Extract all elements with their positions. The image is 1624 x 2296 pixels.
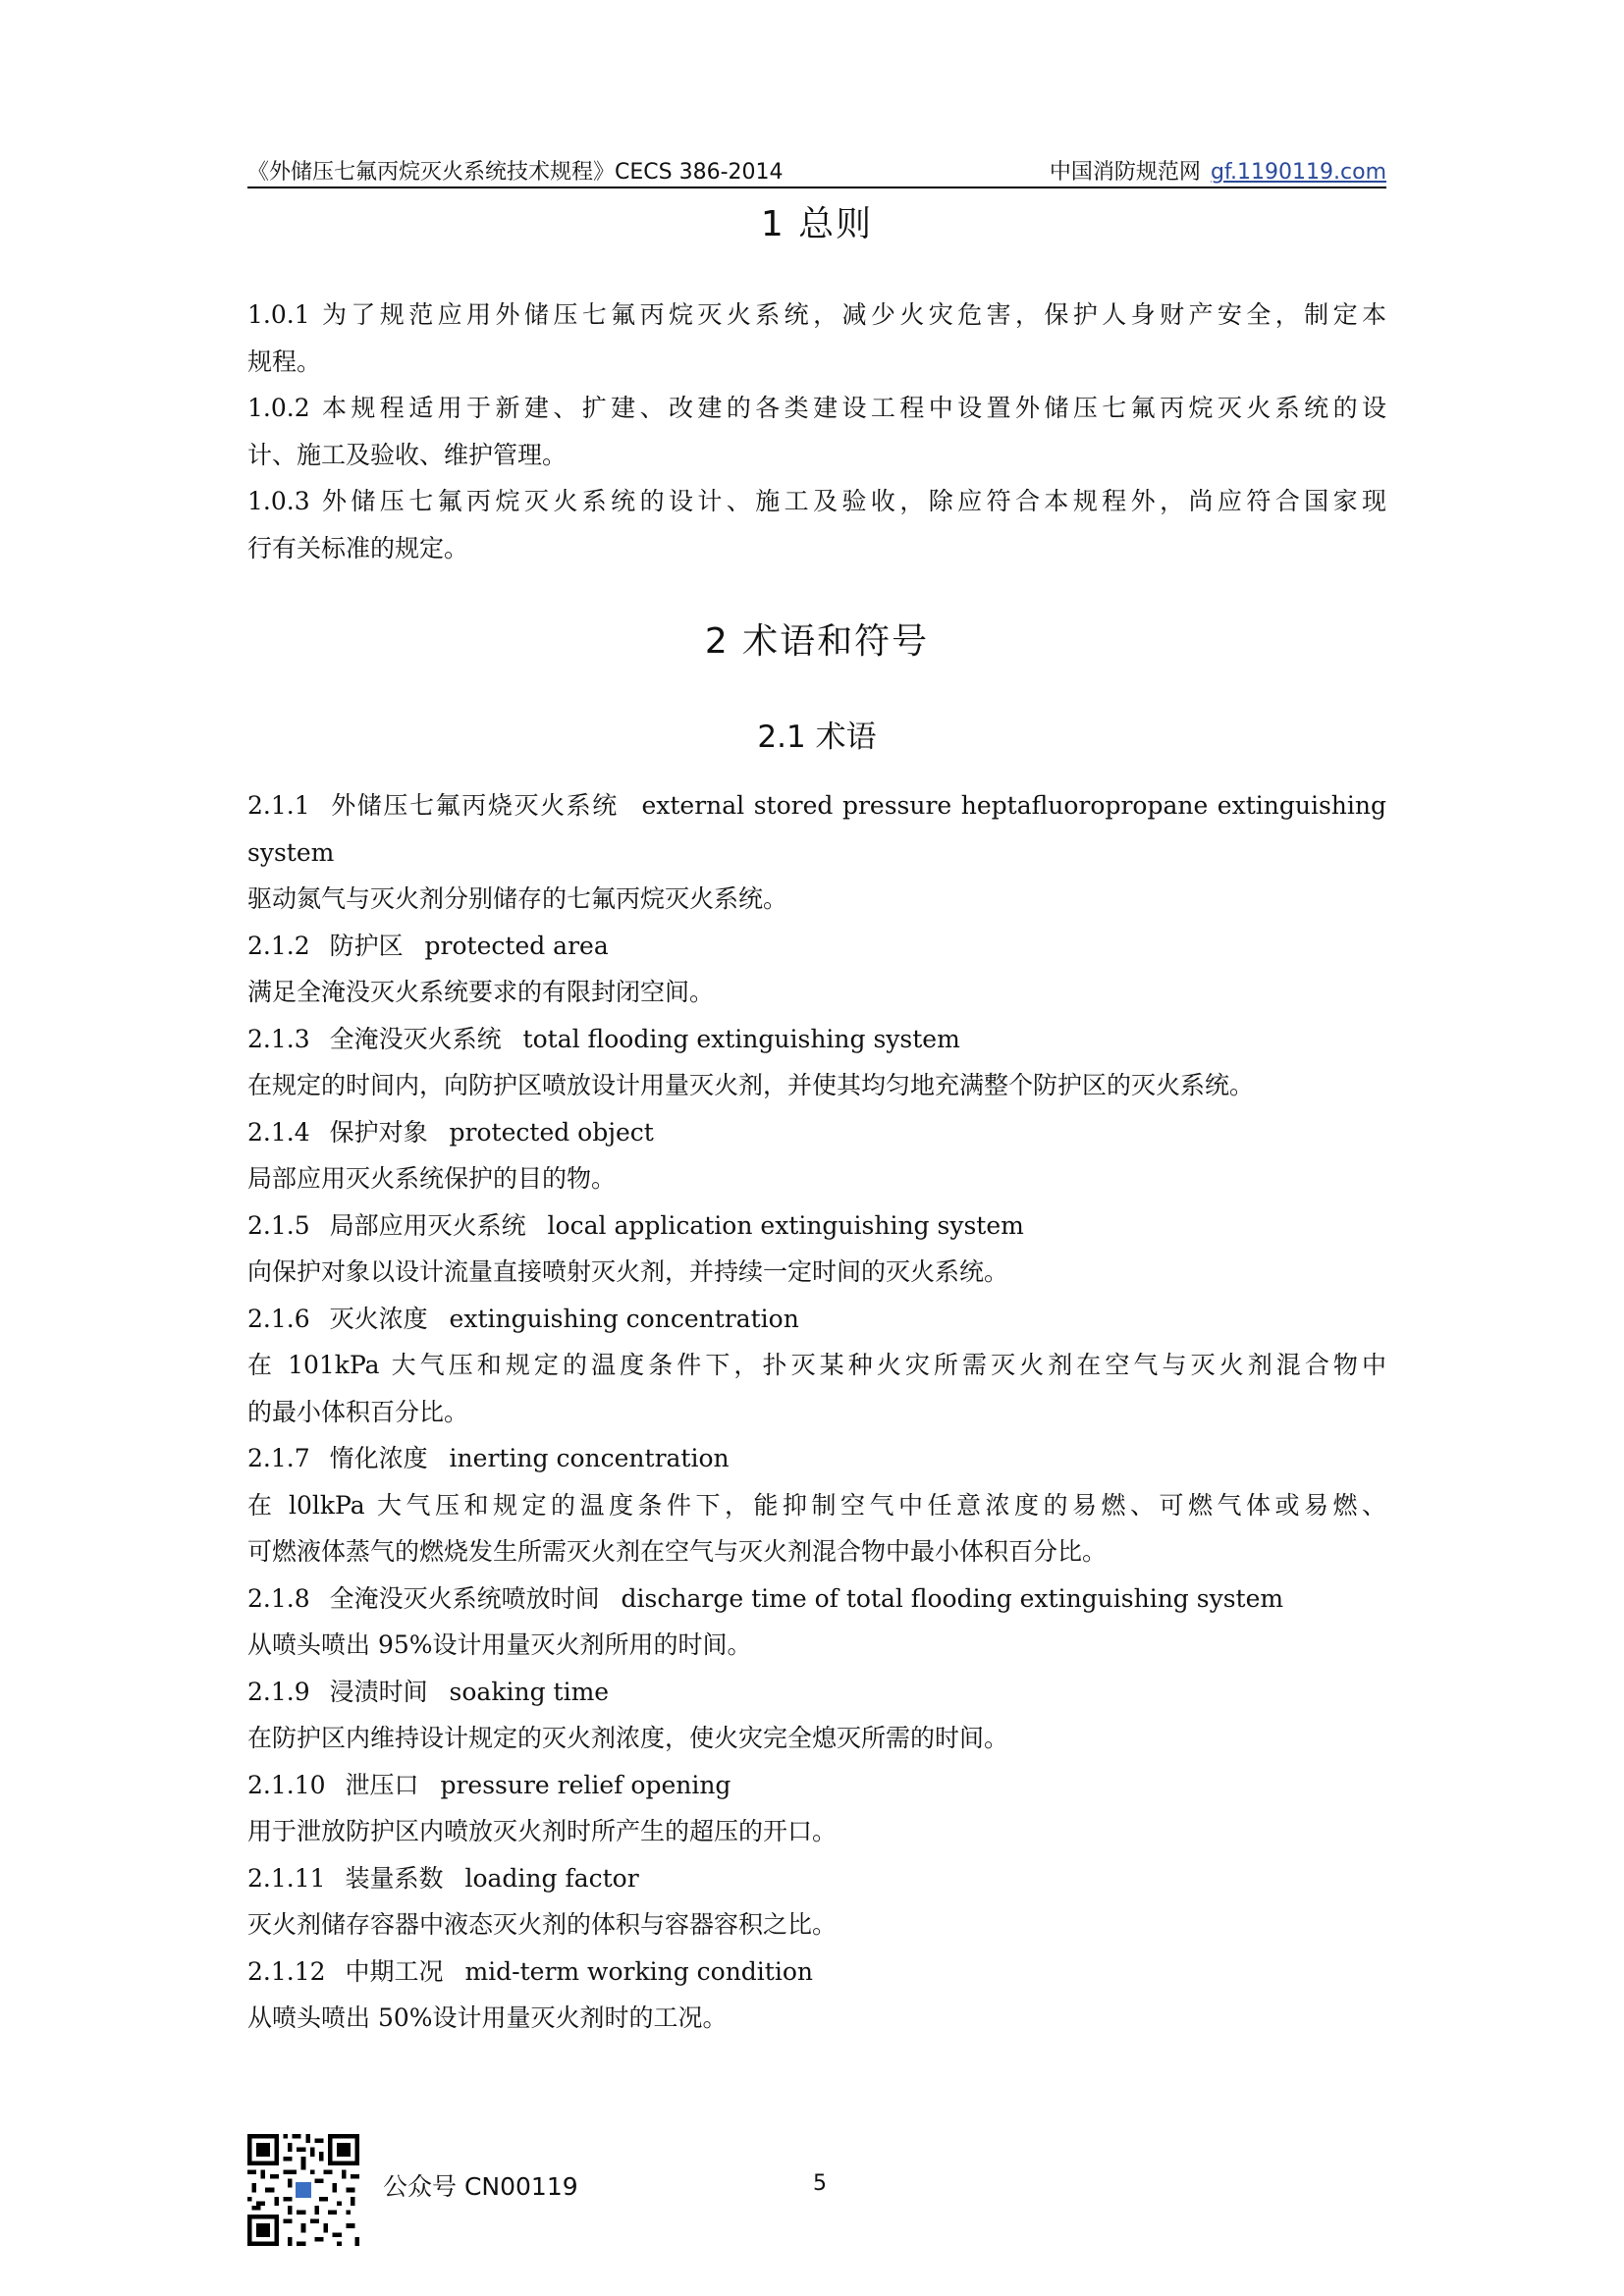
clause-line: 1.0.2 本规程适用于新建、扩建、改建的各类建设工程中设置外储压七氟丙烷灭火系统的设	[247, 394, 1386, 422]
term-title	[247, 1435, 1386, 1482]
terms-list	[247, 782, 1386, 2042]
term-number: 2.1.7	[247, 1444, 310, 1472]
term-number: 2.1.2	[247, 931, 310, 960]
site-info	[1050, 155, 1386, 186]
term-number: 2.1.11	[247, 1863, 326, 1893]
term-zh: 中期工况	[345, 1956, 444, 1986]
term-definition: 向保护对象以设计流量直接喷射灭火剂，并持续一定时间的灭火系统。	[247, 1257, 1009, 1286]
clause-line: 规程。	[247, 347, 322, 376]
term-en: extinguishing concentration	[449, 1304, 799, 1333]
term-zh: 惰化浓度	[329, 1444, 428, 1472]
qr-code-icon	[247, 2134, 359, 2246]
term-zh: 浸渍时间	[329, 1677, 428, 1706]
site-link[interactable]: gf.1190119.com	[1210, 160, 1386, 185]
term-number: 2.1.10	[247, 1770, 326, 1799]
term-title	[247, 1202, 1386, 1250]
term-definition: 在规定的时间内，向防护区喷放设计用量灭火剂，并使其均匀地充满整个防护区的灭火系统。	[247, 1071, 1255, 1099]
term-en: local application extinguishing system	[547, 1210, 1024, 1240]
section-2-1-heading: 2.1 术语	[757, 720, 877, 755]
term-zh: 外储压七氟丙烧灭火系统	[331, 791, 619, 820]
term-en: loading factor	[464, 1863, 639, 1893]
term-definition: 在防护区内维持设计规定的灭火剂浓度，使火灾完全熄灭所需的时间。	[247, 1724, 1009, 1752]
term-number: 2.1.9	[247, 1677, 310, 1706]
term-en: inerting concentration	[449, 1444, 730, 1472]
term-title	[247, 1109, 1386, 1156]
term-number: 2.1.1	[247, 791, 310, 820]
term-number: 2.1.8	[247, 1583, 310, 1613]
term-en: discharge time of total flooding extinguishing system	[621, 1583, 1284, 1613]
term-zh: 灭火浓度	[329, 1304, 428, 1333]
term-definition: 可燃液体蒸气的燃烧发生所需灭火剂在空气与灭火剂混合物中最小体积百分比。	[247, 1537, 1108, 1566]
term-zh: 保护对象	[329, 1117, 428, 1147]
term-title	[247, 1762, 1386, 1809]
term-title	[247, 1949, 1386, 1996]
term-definition: 的最小体积百分比。	[247, 1397, 469, 1426]
term-definition: 在 l0lkPa 大气压和规定的温度条件下，能抑制空气中任意浓度的易燃、可燃气体或易燃、	[247, 1490, 1386, 1520]
document-title: 《外储压七氟丙烷灭火系统技术规程》CECS 386-2014	[247, 160, 784, 185]
term-zh: 装量系数	[345, 1863, 444, 1893]
clause-line: 行有关标准的规定。	[247, 533, 469, 562]
term-number: 2.1.5	[247, 1210, 310, 1240]
term-zh: 全淹没灭火系统喷放时间	[329, 1583, 600, 1613]
term-en-continued: system	[247, 837, 335, 867]
term-definition: 从喷头喷出 50%设计用量灭火剂时的工况。	[247, 2003, 728, 2032]
term-definition: 在 101kPa 大气压和规定的温度条件下，扑灭某种火灾所需灭火剂在空气与灭火剂混合物中	[247, 1351, 1386, 1379]
term-en: protected area	[424, 931, 609, 960]
site-name: 中国消防规范网	[1049, 160, 1201, 185]
term-number: 2.1.12	[247, 1956, 326, 1986]
term-title	[247, 923, 1386, 970]
term-zh: 防护区	[329, 931, 404, 960]
term-number: 2.1.3	[247, 1024, 310, 1053]
term-definition: 局部应用灭火系统保护的目的物。	[247, 1164, 617, 1193]
term-title	[247, 1575, 1386, 1623]
clause-line: 1.0.1 为了规范应用外储压七氟丙烷灭火系统，减少火灾危害，保护人身财产安全，制定本	[247, 300, 1386, 329]
clause-line: 1.0.3 外储压七氟丙烷灭火系统的设计、施工及验收，除应符合本规程外，尚应符合国家现	[247, 487, 1386, 515]
term-number: 2.1.4	[247, 1117, 310, 1147]
term-title	[247, 1296, 1386, 1343]
term-en: external stored pressure heptafluoropropane extinguishing	[641, 791, 1386, 820]
term-definition: 灭火剂储存容器中液态灭火剂的体积与容器容积之比。	[247, 1910, 838, 1939]
term-title	[247, 782, 1386, 829]
page-header	[247, 155, 1386, 188]
term-en: pressure relief opening	[440, 1770, 731, 1799]
term-zh: 局部应用灭火系统	[329, 1210, 526, 1240]
term-title	[247, 1016, 1386, 1063]
section-2-heading: 2 术语和符号	[704, 621, 930, 662]
term-definition: 从喷头喷出 95%设计用量灭火剂所用的时间。	[247, 1630, 752, 1659]
term-definition: 驱动氮气与灭火剂分别储存的七氟丙烷灭火系统。	[247, 884, 788, 913]
term-title	[247, 1669, 1386, 1716]
term-number: 2.1.6	[247, 1304, 310, 1333]
section-1-body	[247, 292, 1386, 571]
page-number: 5	[813, 2171, 827, 2196]
term-en: mid-term working condition	[464, 1956, 813, 1986]
clause-line: 计、施工及验收、维护管理。	[247, 440, 568, 469]
term-zh: 泄压口	[345, 1770, 419, 1799]
footer-account: 公众号 CN00119	[383, 2172, 578, 2201]
term-en: soaking time	[449, 1677, 610, 1706]
term-definition: 满足全淹没灭火系统要求的有限封闭空间。	[247, 978, 715, 1006]
term-title	[247, 1855, 1386, 1902]
term-en: total flooding extinguishing system	[522, 1024, 960, 1053]
term-definition: 用于泄放防护区内喷放灭火剂时所产生的超压的开口。	[247, 1817, 838, 1845]
term-zh: 全淹没灭火系统	[329, 1024, 502, 1053]
section-1-heading: 1 总则	[760, 204, 874, 244]
term-en: protected object	[449, 1117, 654, 1147]
